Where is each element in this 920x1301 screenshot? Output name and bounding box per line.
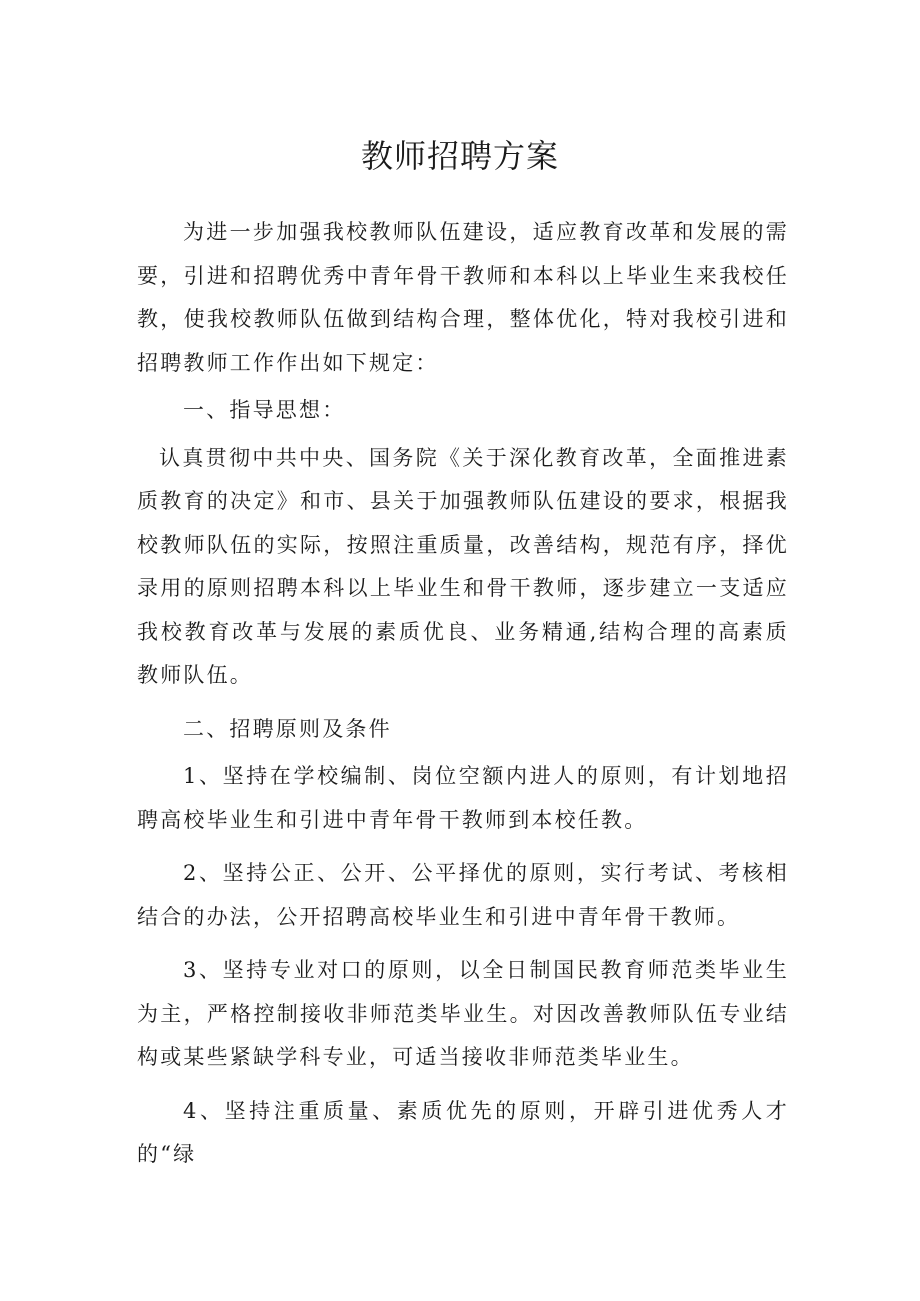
intro-paragraph: 为进一步加强我校教师队伍建设，适应教育改革和发展的需要，引进和招聘优秀中青年骨干教师和本科以上毕业生来我校任教，使我校教师队伍做到结构合理，整体优化，特对我校引进和招聘教师工作作出如下规定：	[137, 220, 789, 375]
document-title: 教师招聘方案	[360, 137, 559, 175]
document-body	[137, 211, 789, 1177]
guiding-ideology-paragraph: 认真贯彻中共中央、国务院《关于深化教育改革，全面推进素质教育的决定》和市、县关于加强教师队伍建设的要求，根据我校教师队伍的实际，按照注重质量，改善结构，规范有序，择优录用的原则招聘本科以上毕业生和骨干教师，逐步建立一支适应我校教育改革与发展的素质优良、业务精通,结构合理的高素质教师队伍。	[137, 445, 789, 687]
section-heading-principles: 二、招聘原则及条件	[183, 716, 392, 741]
principle-item-3: 3、坚持专业对口的原则，以全日制国民教育师范类毕业生为主，严格控制接收非师范类毕业生。对因改善教师队伍专业结构或某些紧缺学科专业，可适当接收非师范类毕业生。	[137, 958, 789, 1069]
principle-item-2: 2、坚持公正、公开、公平择优的原则，实行考试、考核相结合的办法，公开招聘高校毕业生和引进中青年骨干教师。	[137, 861, 789, 929]
principle-item-4: 4、坚持注重质量、素质优先的原则，开辟引进优秀人才的“绿	[137, 1098, 789, 1166]
section-heading-guiding-ideology: 一、指导思想：	[183, 398, 346, 422]
principle-item-1: 1、坚持在学校编制、岗位空额内进人的原则，有计划地招聘高校毕业生和引进中青年骨干教师到本校任教。	[137, 764, 789, 832]
